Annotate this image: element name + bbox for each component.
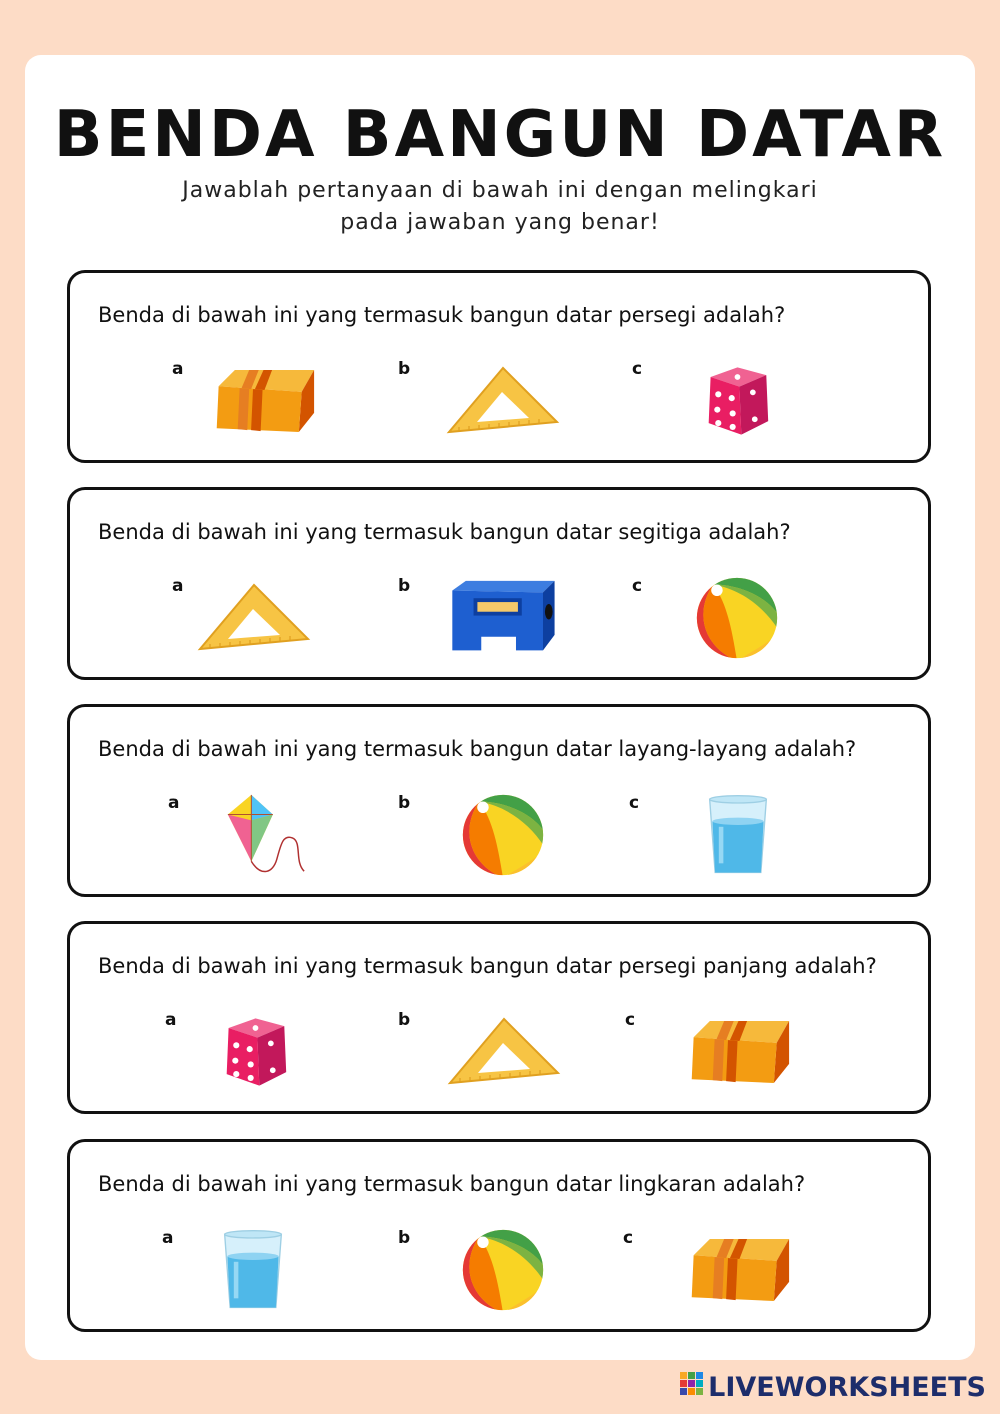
beach-ball-icon[interactable] <box>460 1227 546 1313</box>
option-label-c: c <box>632 576 643 596</box>
question-box <box>67 487 931 680</box>
triangle-ruler-icon[interactable] <box>196 581 311 656</box>
eraser-icon[interactable] <box>686 1016 791 1088</box>
question-text: Benda di bawah ini yang termasuk bangun datar persegi adalah? <box>98 303 786 327</box>
option-label-b: b <box>398 576 411 596</box>
instructions <box>150 175 850 239</box>
question-text: Benda di bawah ini yang termasuk bangun datar lingkaran adalah? <box>98 1172 806 1196</box>
option-label-a: a <box>165 1010 177 1030</box>
option-label-a: a <box>162 1228 174 1248</box>
liveworksheets-brand <box>680 1372 986 1403</box>
option-label-a: a <box>172 359 184 379</box>
dice-icon[interactable] <box>701 362 773 440</box>
dice-icon[interactable] <box>219 1013 291 1091</box>
beach-ball-icon[interactable] <box>460 792 546 878</box>
option-label-c: c <box>625 1010 636 1030</box>
question-box <box>67 1139 931 1332</box>
option-label-a: a <box>168 793 180 813</box>
glass-icon[interactable] <box>706 791 770 879</box>
option-label-b: b <box>398 359 411 379</box>
question-box <box>67 704 931 897</box>
question-text: Benda di bawah ini yang termasuk bangun datar persegi panjang adalah? <box>98 954 877 978</box>
glass-icon[interactable] <box>221 1226 285 1314</box>
kite-icon[interactable] <box>222 791 310 879</box>
sharpener-icon[interactable] <box>446 577 558 659</box>
option-label-b: b <box>398 1010 411 1030</box>
option-label-a: a <box>172 576 184 596</box>
liveworksheets-logo-icon <box>680 1372 704 1403</box>
option-label-c: c <box>632 359 643 379</box>
triangle-ruler-icon[interactable] <box>446 1015 561 1090</box>
question-text: Benda di bawah ini yang termasuk bangun datar layang-layang adalah? <box>98 737 857 761</box>
option-label-b: b <box>398 793 411 813</box>
question-text: Benda di bawah ini yang termasuk bangun datar segitiga adalah? <box>98 520 791 544</box>
brand-name: LIVEWORKSHEETS <box>708 1372 986 1403</box>
page-title: BENDA BANGUN DATAR <box>53 98 947 172</box>
triangle-ruler-icon[interactable] <box>445 364 560 439</box>
option-label-c: c <box>623 1228 634 1248</box>
eraser-icon[interactable] <box>211 365 316 437</box>
instructions-line-1: Jawablah pertanyaan di bawah ini dengan melingkari <box>182 178 818 203</box>
beach-ball-icon[interactable] <box>694 575 780 661</box>
question-box <box>67 270 931 463</box>
option-label-c: c <box>629 793 640 813</box>
option-label-b: b <box>398 1228 411 1248</box>
question-box <box>67 921 931 1114</box>
eraser-icon[interactable] <box>686 1234 791 1306</box>
instructions-line-2: pada jawaban yang benar! <box>340 210 660 235</box>
